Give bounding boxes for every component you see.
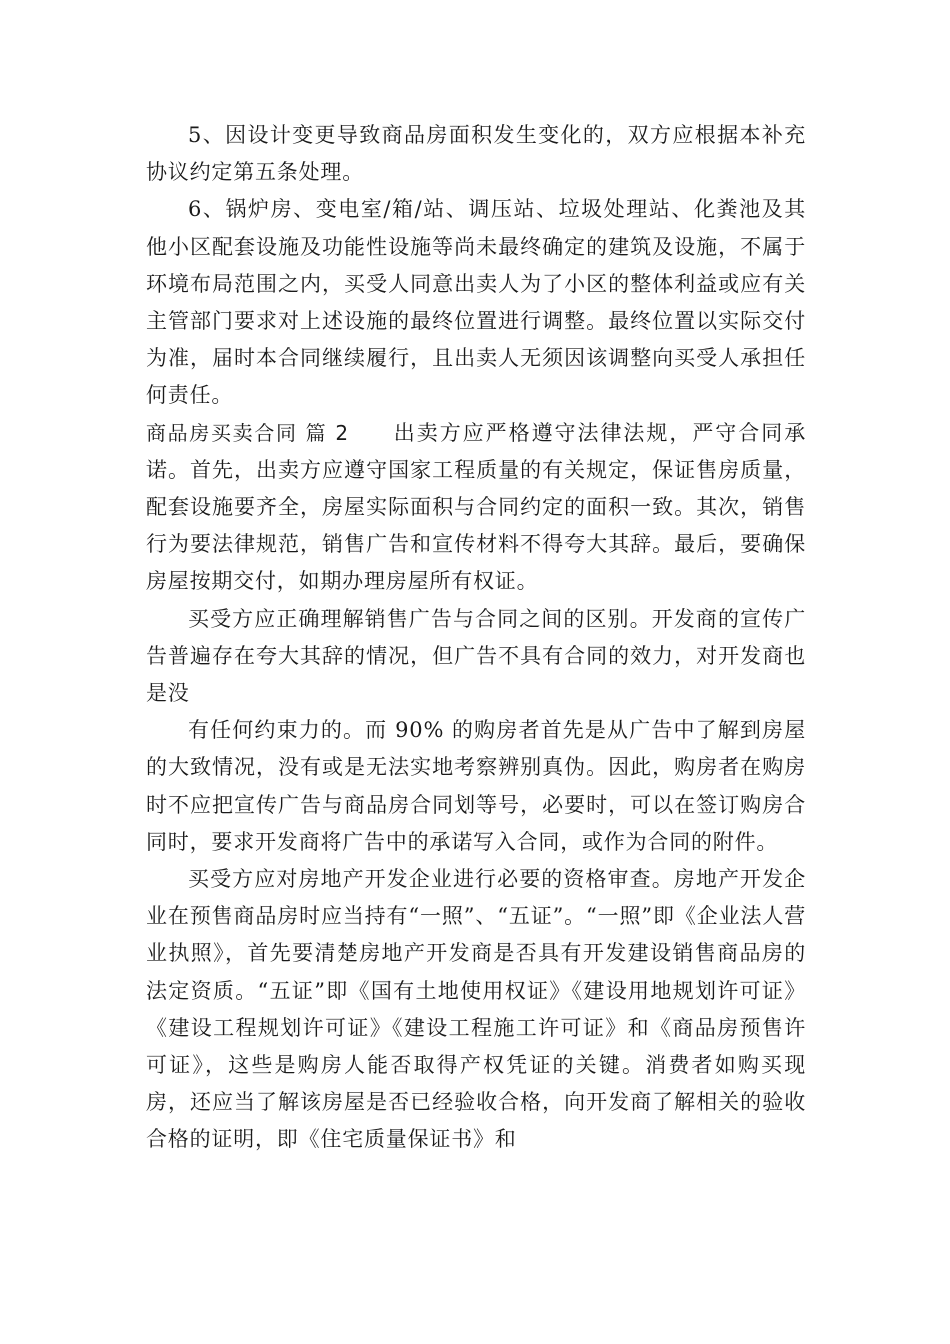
paragraph-seller-obligations	[146, 415, 806, 601]
paragraph-facility-adjustment: 6、锅炉房、变电室/箱/站、调压站、垃圾处理站、化粪池及其他小区配套设施及功能性设施等尚未最终确定的建筑及设施，不属于环境布局范围之内，买受人同意出卖人为了小区的整体利益或应有关主管部门要求对上述设施的最终位置进行调整。最终位置以实际交付为准，届时本合同继续履行，且出卖人无须因该调整向买受人承担任何责任。	[146, 197, 806, 408]
document-body	[146, 117, 806, 1159]
paragraph-qualification-review: 买受方应对房地产开发企业进行必要的资格审查。房地产开发企业在预售商品房时应当持有“一照”、“五证”。“一照”即《企业法人营业执照》，首先要清楚房地产开发商是否具有开发建设销售商品房的法定资质。“五证”即《国有土地使用权证》《建设用地规划许可证》《建设工程规划许可证》《建设工程施工许可证》和《商品房预售许可证》，这些是购房人能否取得产权凭证的关键。消费者如购买现房，还应当了解该房屋是否已经验收合格，向开发商了解相关的验收合格的证明，即《住宅质量保证书》和	[146, 867, 806, 1152]
section-heading: 商品房买卖合同 篇 2	[146, 420, 349, 445]
paragraph-advertising-difference: 买受方应正确理解销售广告与合同之间的区别。开发商的宣传广告普遍存在夸大其辞的情况，但广告不具有合同的效力，对开发商也是没	[146, 606, 806, 706]
paragraph-design-change: 5、因设计变更导致商品房面积发生变化的，双方应根据本补充协议约定第五条处理。	[146, 123, 806, 185]
paragraph-seller-obligations-text: 出卖方应严格遵守法律法规，严守合同承诺。首先，出卖方应遵守国家工程质量的有关规定，保证售房质量，配套设施要齐全，房屋实际面积与合同约定的面积一致。其次，销售行为要法律规范，销售广告和宣传材料不得夸大其辞。最后，要确保房屋按期交付，如期办理房屋所有权证。	[146, 420, 806, 594]
paragraph-advertising-constraint: 有任何约束力的。而 90% 的购房者首先是从广告中了解到房屋的大致情况，没有或是无法实地考察辨别真伪。因此，购房者在购房时不应把宣传广告与商品房合同划等号，必要时，可以在签订购房合同时，要求开发商将广告中的承诺写入合同，或作为合同的附件。	[146, 718, 806, 854]
